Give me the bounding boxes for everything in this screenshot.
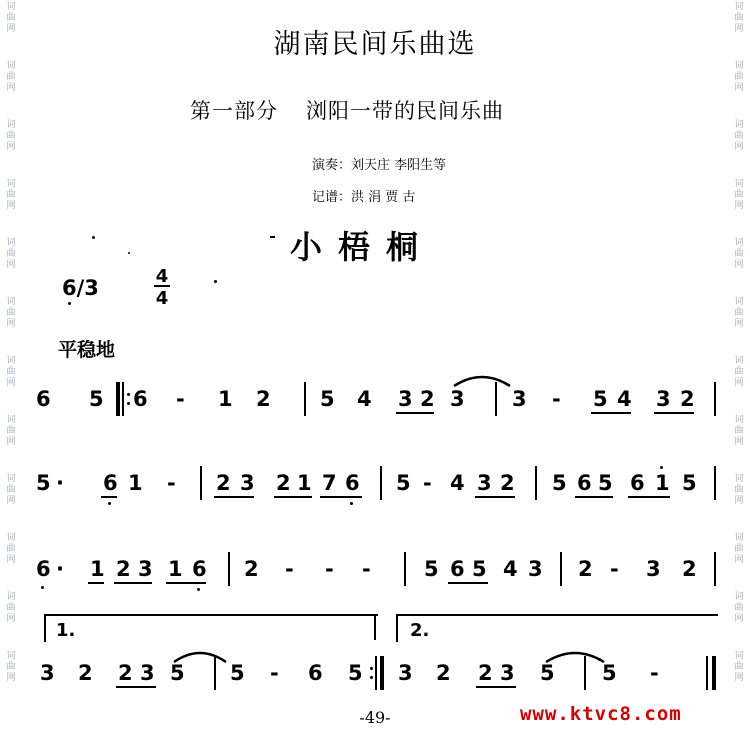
- side-watermark-char: 网: [734, 142, 744, 152]
- barline: [228, 552, 230, 586]
- barline: [706, 656, 708, 690]
- side-watermark-char: 网: [6, 24, 16, 34]
- note: 5: [396, 471, 411, 495]
- side-watermark-char: 曲: [734, 131, 744, 141]
- note: 2: [118, 661, 133, 685]
- volta-label-1: 1.: [56, 620, 76, 641]
- dash: -: [176, 387, 185, 411]
- side-watermark-char: 曲: [734, 190, 744, 200]
- underline: [101, 496, 117, 498]
- time-signature: [150, 264, 174, 308]
- side-watermark-char: 网: [6, 142, 16, 152]
- key-signature: [62, 276, 99, 300]
- note: 1: [218, 387, 233, 411]
- side-watermark-char: 网: [734, 201, 744, 211]
- watermark-site: [520, 703, 682, 725]
- side-watermark-char: 曲: [734, 485, 744, 495]
- note: 5: [230, 661, 245, 685]
- side-watermark-char: 词: [6, 179, 16, 189]
- note: 2: [244, 557, 259, 581]
- side-watermark-char: 词: [734, 533, 744, 543]
- note: 2: [216, 471, 231, 495]
- part-title: 浏阳一带的民间乐曲: [306, 99, 504, 123]
- side-watermark-char: 词: [6, 61, 16, 71]
- dash: -: [285, 557, 294, 581]
- notation-credit: 记谱：洪 涓 贾 古: [312, 190, 416, 205]
- side-watermark-char: 词: [734, 120, 744, 130]
- note: 5: [540, 661, 555, 685]
- side-watermark-char: 网: [734, 319, 744, 329]
- barline: [200, 466, 202, 500]
- note: 3: [398, 387, 413, 411]
- note: 1: [655, 471, 670, 495]
- note: 5: [472, 557, 487, 581]
- side-watermark-char: 曲: [6, 308, 16, 318]
- barline: [304, 382, 306, 416]
- augmentation-dot: ·: [56, 557, 64, 581]
- note: 3: [40, 661, 55, 685]
- note: 4: [503, 557, 518, 581]
- note: 2: [116, 557, 131, 581]
- note: 2: [578, 557, 593, 581]
- underline: [591, 412, 631, 414]
- side-watermark-char: 词: [6, 592, 16, 602]
- side-watermark-char: 曲: [6, 662, 16, 672]
- augmentation-dot: ·: [56, 471, 64, 495]
- tempo-marking: 平稳地: [58, 339, 116, 361]
- tie-arc: [452, 368, 512, 388]
- side-watermark-char: 词: [734, 297, 744, 307]
- side-watermark-char: 词: [6, 415, 16, 425]
- side-watermark-char: 词: [734, 592, 744, 602]
- side-watermark-char: 网: [6, 83, 16, 93]
- side-watermark-char: 网: [6, 437, 16, 447]
- note: 4: [617, 387, 632, 411]
- barline: [584, 656, 586, 690]
- note: 2: [276, 471, 291, 495]
- barline: [375, 656, 377, 690]
- note: 6: [103, 471, 118, 495]
- song-title: 小梧桐: [290, 228, 435, 266]
- side-watermark-char: 曲: [6, 367, 16, 377]
- underline: [88, 582, 104, 584]
- side-watermark-char: 曲: [6, 72, 16, 82]
- barline: [714, 382, 716, 416]
- volta-label-2: 2.: [410, 620, 430, 641]
- underline: [114, 582, 152, 584]
- repeat-end-barline: [380, 656, 384, 690]
- volta-bracket-2: [396, 614, 718, 642]
- side-watermark-char: 网: [734, 555, 744, 565]
- note: 2: [478, 661, 493, 685]
- dash: -: [423, 471, 432, 495]
- volta-bracket-1: [44, 614, 378, 642]
- note: 6: [133, 387, 148, 411]
- underline: [575, 496, 613, 498]
- note: 2: [680, 387, 695, 411]
- side-watermark-char: 曲: [734, 426, 744, 436]
- side-watermark-char: 曲: [6, 13, 16, 23]
- side-watermark-char: 网: [734, 83, 744, 93]
- note: 6: [36, 557, 51, 581]
- barline: [714, 552, 716, 586]
- side-watermark-char: 曲: [734, 249, 744, 259]
- side-watermark-char: 网: [734, 614, 744, 624]
- note: 2: [256, 387, 271, 411]
- underline: [116, 686, 156, 688]
- barline: [122, 382, 124, 416]
- low-octave-dot: [197, 588, 200, 591]
- repeat-dot: [370, 667, 373, 670]
- side-watermark-char: 网: [6, 319, 16, 329]
- side-watermark-char: 曲: [734, 367, 744, 377]
- note: 7: [322, 471, 337, 495]
- note: 3: [500, 661, 515, 685]
- side-watermark-char: 词: [6, 474, 16, 484]
- note: 6: [36, 387, 51, 411]
- side-watermark-char: 词: [6, 2, 16, 12]
- note: 3: [138, 557, 153, 581]
- side-watermark-char: 词: [734, 179, 744, 189]
- note: 5: [320, 387, 335, 411]
- low-octave-dot: [41, 586, 44, 589]
- note: 6: [630, 471, 645, 495]
- side-watermark-char: 词: [734, 651, 744, 661]
- side-watermark-char: 曲: [6, 426, 16, 436]
- note: 3: [512, 387, 527, 411]
- note: 2: [78, 661, 93, 685]
- side-watermark-char: 曲: [734, 308, 744, 318]
- side-watermark-char: 曲: [6, 190, 16, 200]
- underline: [214, 496, 254, 498]
- side-watermark-char: 词: [734, 61, 744, 71]
- note: 5: [424, 557, 439, 581]
- side-watermark-char: 网: [6, 496, 16, 506]
- note: 5: [598, 471, 613, 495]
- side-watermark-char: 词: [734, 415, 744, 425]
- dash: -: [650, 661, 659, 685]
- underline: [654, 412, 694, 414]
- stray-mark: [214, 280, 217, 283]
- note: 5: [602, 661, 617, 685]
- dash: -: [325, 557, 334, 581]
- staccato-mark: [598, 658, 601, 661]
- side-watermark-char: 词: [6, 356, 16, 366]
- side-watermark-char: 词: [734, 2, 744, 12]
- tie-arc: [544, 644, 606, 664]
- side-watermark-char: 曲: [734, 662, 744, 672]
- part-heading: [190, 95, 504, 125]
- stray-mark: [270, 236, 275, 238]
- low-octave-dot: [350, 502, 353, 505]
- note: 3: [477, 471, 492, 495]
- final-barline: [712, 656, 716, 690]
- repeat-start-barline: [116, 382, 120, 416]
- watermark-site-text: www.ktvc8.com: [520, 703, 682, 725]
- note: 6: [192, 557, 207, 581]
- note: 1: [90, 557, 105, 581]
- part-label: 第一部分: [190, 99, 278, 123]
- side-watermark-char: 网: [734, 673, 744, 683]
- side-watermark-char: 曲: [6, 131, 16, 141]
- underline: [628, 496, 670, 498]
- dash: -: [552, 387, 561, 411]
- note: 2: [420, 387, 435, 411]
- underline: [448, 582, 488, 584]
- stray-mark: [128, 252, 130, 254]
- side-watermark-char: 网: [6, 673, 16, 683]
- side-watermark-char: 曲: [6, 485, 16, 495]
- note: 5: [36, 471, 51, 495]
- barline: [714, 466, 716, 500]
- underline: [476, 686, 516, 688]
- volta-bracket-1-end: [374, 614, 376, 640]
- side-watermark-char: 曲: [734, 13, 744, 23]
- performers-credit: 演奏：刘天庄 李阳生等: [312, 158, 447, 173]
- underline: [396, 412, 434, 414]
- note: 2: [436, 661, 451, 685]
- side-watermark-left: [0, 0, 22, 755]
- side-watermark-char: 网: [6, 555, 16, 565]
- low-octave-dot: [108, 502, 111, 505]
- side-watermark-char: 词: [734, 238, 744, 248]
- score-line-3: [0, 558, 750, 618]
- underline: [320, 496, 362, 498]
- side-watermark-right: [728, 0, 750, 755]
- dash: -: [362, 557, 371, 581]
- side-watermark-char: 网: [734, 496, 744, 506]
- time-signature-top: 4: [155, 266, 169, 287]
- note: 5: [348, 661, 363, 685]
- note: 5: [552, 471, 567, 495]
- note: 1: [128, 471, 143, 495]
- repeat-dot: [127, 393, 130, 396]
- side-watermark-char: 网: [734, 437, 744, 447]
- side-watermark-char: 曲: [734, 72, 744, 82]
- barline: [495, 382, 497, 416]
- repeat-dot: [370, 676, 373, 679]
- note: 3: [140, 661, 155, 685]
- stray-mark: [92, 236, 95, 239]
- underline: [274, 496, 312, 498]
- barline: [214, 656, 216, 690]
- side-watermark-char: 词: [6, 297, 16, 307]
- side-watermark-char: 词: [734, 356, 744, 366]
- side-watermark-char: 曲: [6, 544, 16, 554]
- note: 3: [646, 557, 661, 581]
- side-watermark-char: 曲: [6, 249, 16, 259]
- side-watermark-char: 词: [734, 474, 744, 484]
- score-line-2: [0, 472, 750, 532]
- note: 6: [345, 471, 360, 495]
- note: 3: [528, 557, 543, 581]
- barline: [560, 552, 562, 586]
- note: 6: [577, 471, 592, 495]
- side-watermark-char: 网: [6, 378, 16, 388]
- book-title: 湖南民间乐曲选: [273, 29, 477, 60]
- side-watermark-char: 曲: [6, 603, 16, 613]
- note: 3: [398, 661, 413, 685]
- side-watermark-char: 网: [6, 260, 16, 270]
- page-number: -49-: [359, 708, 391, 727]
- note: 1: [297, 471, 312, 495]
- underline: [475, 496, 515, 498]
- note: 1: [168, 557, 183, 581]
- note: 2: [682, 557, 697, 581]
- dash: -: [167, 471, 176, 495]
- note: 3: [240, 471, 255, 495]
- time-signature-bottom: 4: [155, 288, 169, 308]
- note: 2: [500, 471, 515, 495]
- repeat-dot: [127, 402, 130, 405]
- high-octave-dot: [660, 466, 663, 469]
- side-watermark-char: 词: [6, 120, 16, 130]
- side-watermark-char: 词: [6, 533, 16, 543]
- side-watermark-char: 网: [734, 24, 744, 34]
- barline: [535, 466, 537, 500]
- note: 4: [357, 387, 372, 411]
- note: 5: [170, 661, 185, 685]
- note: 5: [593, 387, 608, 411]
- barline: [380, 466, 382, 500]
- note: 6: [308, 661, 323, 685]
- score-line-1: [0, 388, 750, 448]
- underline: [166, 582, 206, 584]
- barline: [404, 552, 406, 586]
- key-signature-text: 6/3: [62, 276, 99, 300]
- side-watermark-char: 网: [734, 260, 744, 270]
- note: 6: [450, 557, 465, 581]
- note: 5: [682, 471, 697, 495]
- dash: -: [610, 557, 619, 581]
- side-watermark-char: 网: [6, 614, 16, 624]
- tie-arc: [172, 644, 228, 664]
- note: 4: [450, 471, 465, 495]
- side-watermark-char: 词: [6, 651, 16, 661]
- note: 3: [656, 387, 671, 411]
- low-octave-dot: [68, 302, 71, 305]
- side-watermark-char: 词: [6, 238, 16, 248]
- side-watermark-char: 曲: [734, 603, 744, 613]
- dash: -: [270, 661, 279, 685]
- side-watermark-char: 网: [734, 378, 744, 388]
- note: 3: [450, 387, 465, 411]
- note: 5: [89, 387, 104, 411]
- side-watermark-char: 网: [6, 201, 16, 211]
- side-watermark-char: 曲: [734, 544, 744, 554]
